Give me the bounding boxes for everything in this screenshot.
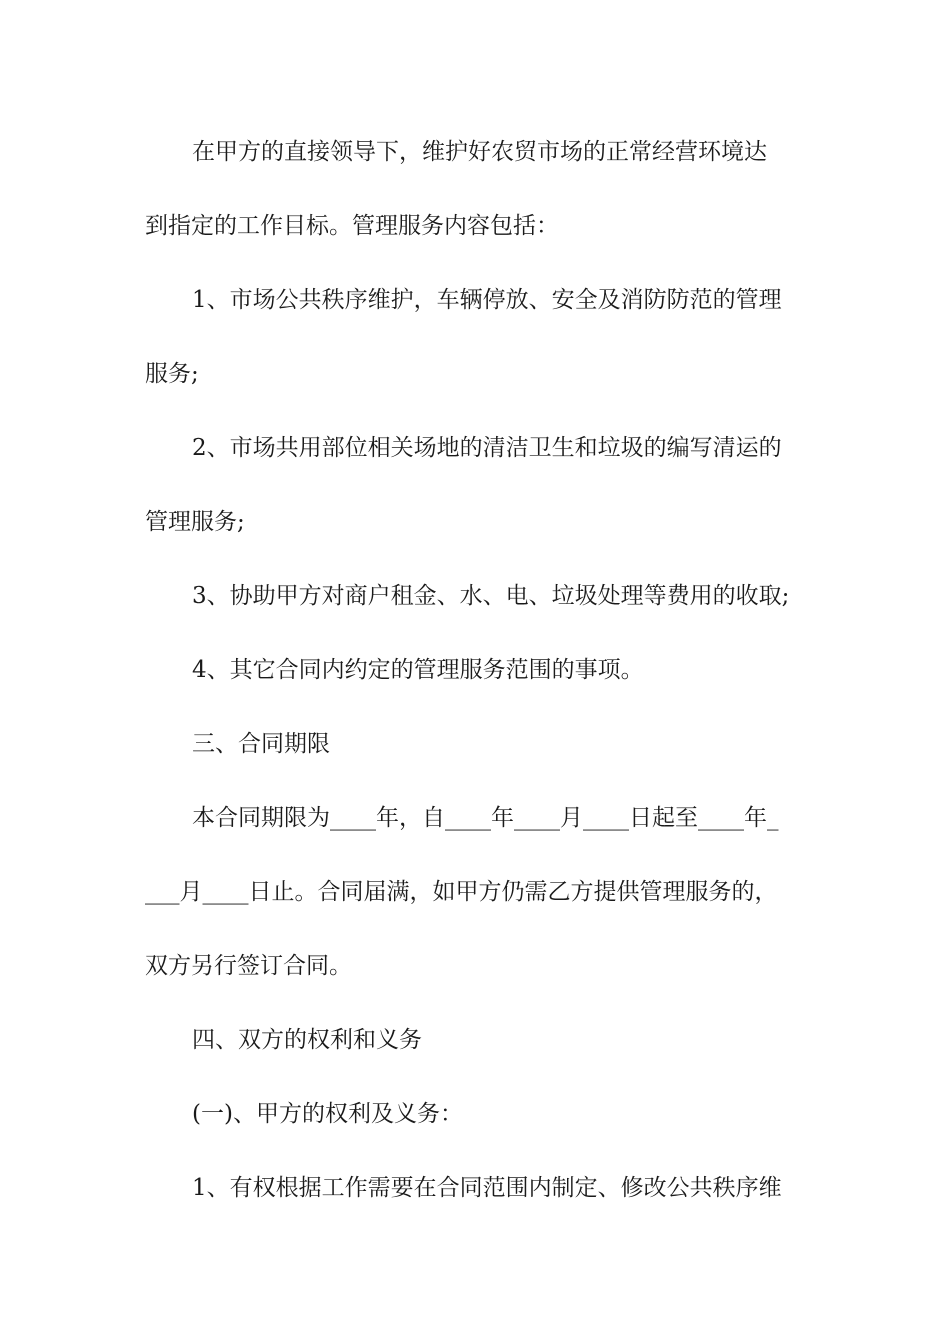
list-item-2-line-1: 2、市场共用部位相关场地的清洁卫生和垃圾的编写清运的 bbox=[192, 435, 782, 461]
paragraph-line-1: 在甲方的直接领导下，维护好农贸市场的正常经营环境达 bbox=[192, 139, 767, 165]
term-paragraph-line-2: ___月____日止。合同届满，如甲方仍需乙方提供管理服务的， bbox=[145, 879, 778, 905]
list-item-3: 3、协助甲方对商户租金、水、电、垃圾处理等费用的收取; bbox=[192, 583, 790, 609]
term-paragraph-line-3: 双方另行签订合同。 bbox=[145, 953, 352, 979]
party-a-item-1: 1、有权根据工作需要在合同范围内制定、修改公共秩序维 bbox=[192, 1175, 782, 1201]
section-heading-3: 三、合同期限 bbox=[192, 731, 330, 757]
paragraph-line-2: 到指定的工作目标。管理服务内容包括： bbox=[145, 213, 559, 239]
list-item-4: 4、其它合同内约定的管理服务范围的事项。 bbox=[192, 657, 644, 683]
subsection-heading-1: (一)、甲方的权利及义务： bbox=[192, 1101, 463, 1127]
list-item-2-line-2: 管理服务; bbox=[145, 509, 245, 535]
list-item-1-line-2: 服务; bbox=[145, 361, 199, 387]
term-paragraph-line-1: 本合同期限为____年，自____年____月____日起至____年_ bbox=[192, 805, 779, 831]
section-heading-4: 四、双方的权利和义务 bbox=[192, 1027, 422, 1053]
list-item-1-line-1: 1、市场公共秩序维护，车辆停放、安全及消防防范的管理 bbox=[192, 287, 782, 313]
